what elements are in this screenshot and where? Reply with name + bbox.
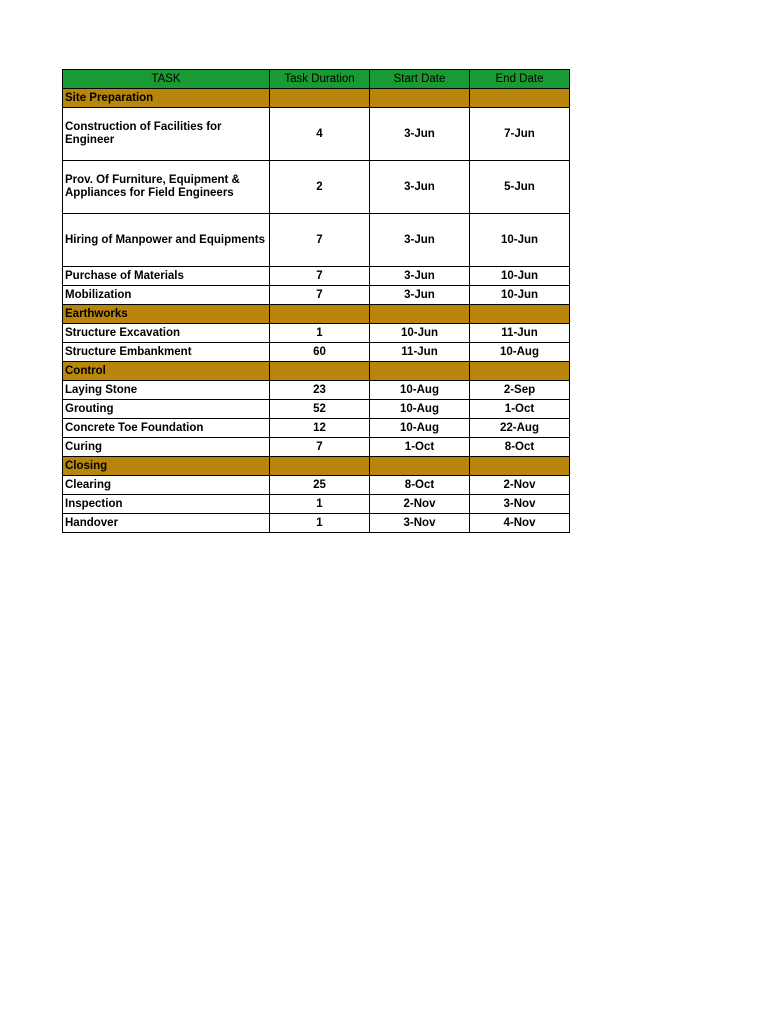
- section-empty-cell: [470, 362, 570, 381]
- duration-cell: 52: [270, 400, 370, 419]
- section-title: Closing: [63, 457, 270, 476]
- table-row: [63, 108, 570, 161]
- task-cell: Curing: [63, 438, 270, 457]
- duration-cell: 4: [270, 108, 370, 161]
- duration-cell: 23: [270, 381, 370, 400]
- start-date-cell: 3-Jun: [370, 214, 470, 267]
- start-date-cell: 3-Nov: [370, 514, 470, 533]
- end-date-cell: 11-Jun: [470, 324, 570, 343]
- end-date-cell: 8-Oct: [470, 438, 570, 457]
- section-row-site-preparation: [63, 89, 570, 108]
- header-start-date: Start Date: [370, 70, 470, 89]
- duration-cell: 7: [270, 438, 370, 457]
- table-row: [63, 324, 570, 343]
- table-row: [63, 438, 570, 457]
- duration-cell: 7: [270, 267, 370, 286]
- start-date-cell: 3-Jun: [370, 267, 470, 286]
- task-cell: Clearing: [63, 476, 270, 495]
- end-date-cell: 1-Oct: [470, 400, 570, 419]
- start-date-cell: 10-Aug: [370, 400, 470, 419]
- table-row: [63, 161, 570, 214]
- section-title: Earthworks: [63, 305, 270, 324]
- section-title: Control: [63, 362, 270, 381]
- duration-cell: 7: [270, 214, 370, 267]
- task-cell: Structure Excavation: [63, 324, 270, 343]
- task-cell: Structure Embankment: [63, 343, 270, 362]
- section-empty-cell: [270, 457, 370, 476]
- duration-cell: 2: [270, 161, 370, 214]
- task-cell: Laying Stone: [63, 381, 270, 400]
- header-end-date: End Date: [470, 70, 570, 89]
- task-cell: Grouting: [63, 400, 270, 419]
- table-row: [63, 286, 570, 305]
- section-empty-cell: [370, 362, 470, 381]
- end-date-cell: 10-Jun: [470, 286, 570, 305]
- start-date-cell: 8-Oct: [370, 476, 470, 495]
- section-empty-cell: [370, 305, 470, 324]
- task-cell: Inspection: [63, 495, 270, 514]
- header-task: TASK: [63, 70, 270, 89]
- duration-cell: 12: [270, 419, 370, 438]
- start-date-cell: 10-Aug: [370, 381, 470, 400]
- start-date-cell: 1-Oct: [370, 438, 470, 457]
- table-row: [63, 476, 570, 495]
- end-date-cell: 22-Aug: [470, 419, 570, 438]
- start-date-cell: 10-Jun: [370, 324, 470, 343]
- end-date-cell: 10-Jun: [470, 214, 570, 267]
- section-row-earthworks: [63, 305, 570, 324]
- end-date-cell: 2-Sep: [470, 381, 570, 400]
- start-date-cell: 3-Jun: [370, 108, 470, 161]
- duration-cell: 1: [270, 495, 370, 514]
- start-date-cell: 10-Aug: [370, 419, 470, 438]
- end-date-cell: 10-Aug: [470, 343, 570, 362]
- section-empty-cell: [370, 457, 470, 476]
- section-empty-cell: [470, 305, 570, 324]
- task-cell: Hiring of Manpower and Equipments: [63, 214, 270, 267]
- table-row: [63, 214, 570, 267]
- section-empty-cell: [470, 457, 570, 476]
- duration-cell: 60: [270, 343, 370, 362]
- section-row-closing: [63, 457, 570, 476]
- start-date-cell: 2-Nov: [370, 495, 470, 514]
- table-row: [63, 343, 570, 362]
- end-date-cell: 5-Jun: [470, 161, 570, 214]
- task-cell: Purchase of Materials: [63, 267, 270, 286]
- duration-cell: 1: [270, 324, 370, 343]
- end-date-cell: 10-Jun: [470, 267, 570, 286]
- table-row: [63, 495, 570, 514]
- table-row: [63, 267, 570, 286]
- task-cell: Handover: [63, 514, 270, 533]
- task-cell: Concrete Toe Foundation: [63, 419, 270, 438]
- start-date-cell: 11-Jun: [370, 343, 470, 362]
- end-date-cell: 3-Nov: [470, 495, 570, 514]
- header-task-duration: Task Duration: [270, 70, 370, 89]
- table-header-row: [63, 70, 570, 89]
- section-row-control: [63, 362, 570, 381]
- end-date-cell: 7-Jun: [470, 108, 570, 161]
- task-schedule-table: [62, 69, 570, 533]
- section-empty-cell: [270, 362, 370, 381]
- end-date-cell: 4-Nov: [470, 514, 570, 533]
- table-row: [63, 381, 570, 400]
- end-date-cell: 2-Nov: [470, 476, 570, 495]
- section-empty-cell: [470, 89, 570, 108]
- section-empty-cell: [270, 89, 370, 108]
- table-row: [63, 419, 570, 438]
- task-cell: Prov. Of Furniture, Equipment & Appliances for Field Engineers: [63, 161, 270, 214]
- duration-cell: 1: [270, 514, 370, 533]
- start-date-cell: 3-Jun: [370, 161, 470, 214]
- duration-cell: 25: [270, 476, 370, 495]
- table-row: [63, 514, 570, 533]
- section-empty-cell: [270, 305, 370, 324]
- table-row: [63, 400, 570, 419]
- duration-cell: 7: [270, 286, 370, 305]
- section-title: Site Preparation: [63, 89, 270, 108]
- section-empty-cell: [370, 89, 470, 108]
- task-cell: Mobilization: [63, 286, 270, 305]
- start-date-cell: 3-Jun: [370, 286, 470, 305]
- task-cell: Construction of Facilities for Engineer: [63, 108, 270, 161]
